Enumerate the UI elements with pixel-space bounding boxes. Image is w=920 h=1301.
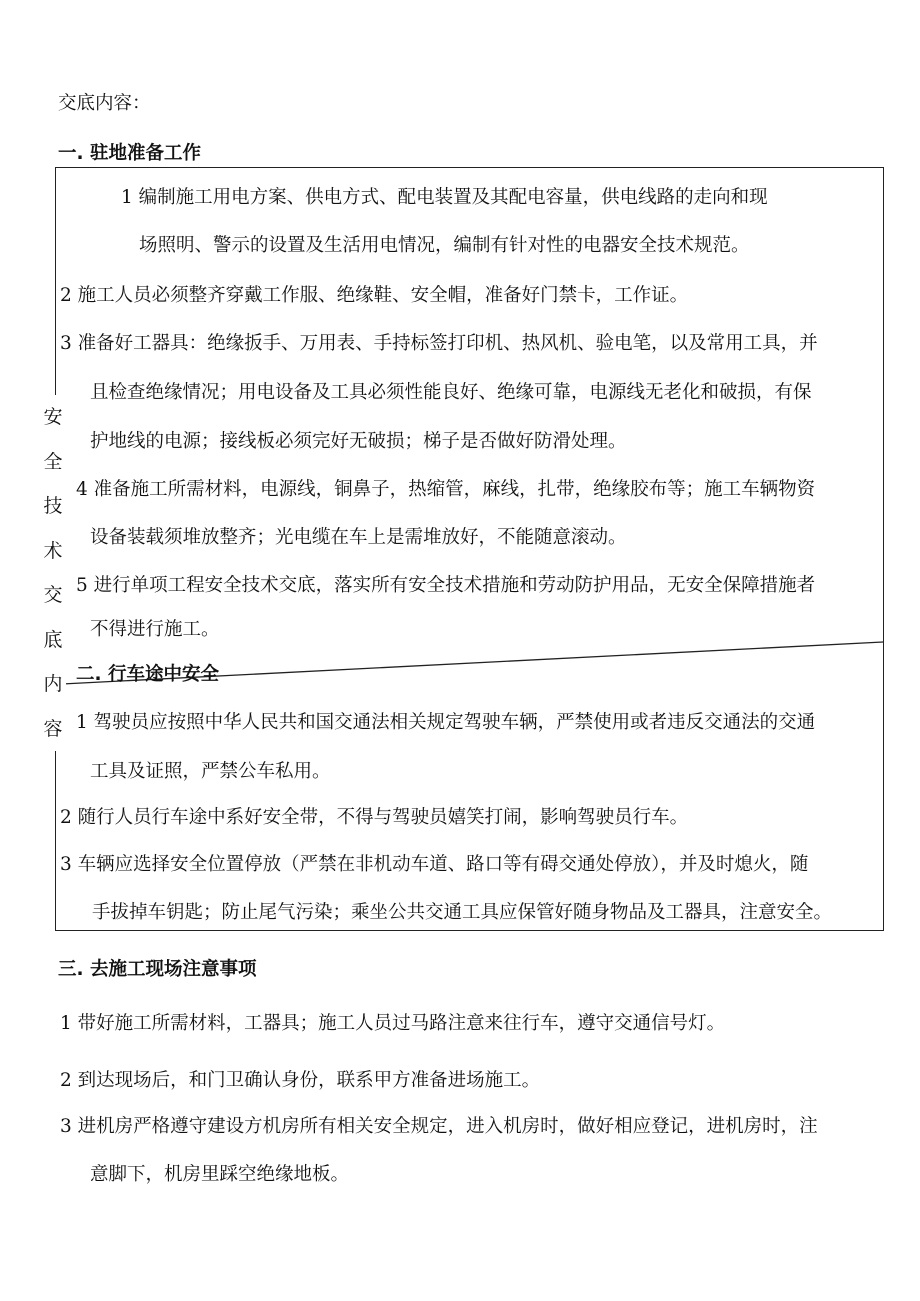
section1-title: 一. 驻地准备工作: [58, 143, 201, 164]
s2-line-4: 3 车辆应选择安全位置停放（严禁在非机动车道、路口等有碍交通处停放），并及时熄火，随: [60, 854, 809, 875]
s1-line-5: 且检查绝缘情况；用电设备及工具必须性能良好、绝缘可靠，电源线无老化和破损，有保: [90, 382, 812, 403]
side-label-char: 技: [40, 484, 66, 529]
section2-title: 二. 行车途中安全: [76, 664, 219, 685]
section3-title: 三. 去施工现场注意事项: [58, 959, 257, 980]
s1-line-4: 3 准备好工器具：绝缘扳手、万用表、手持标签打印机、热风机、验电笔，以及常用工具，并: [60, 333, 818, 354]
s1-line-8: 设备装载须堆放整齐；光电缆在车上是需堆放好，不能随意滚动。: [90, 527, 627, 548]
s3-line-4: 意脚下，机房里踩空绝缘地板。: [90, 1164, 350, 1185]
side-label-char: 内: [40, 662, 66, 707]
side-label-char: 容: [40, 707, 66, 752]
s2-line-3: 2 随行人员行车途中系好安全带，不得与驾驶员嬉笑打闹，影响驾驶员行车。: [60, 807, 689, 828]
intro-label: 交底内容：: [58, 93, 151, 114]
s1-line-9: 5 进行单项工程安全技术交底，落实所有安全技术措施和劳动防护用品，无安全保障措施者: [76, 575, 816, 596]
s2-line-2: 工具及证照，严禁公车私用。: [90, 761, 331, 782]
s1-line-1: 1 编制施工用电方案、供电方式、配电装置及其配电容量，供电线路的走向和现: [121, 187, 768, 208]
side-label-char: 术: [40, 529, 66, 574]
s1-line-2: 场照明、警示的设置及生活用电情况，编制有针对性的电器安全技术规范。: [139, 235, 750, 256]
side-label-char: 全: [40, 440, 66, 485]
s2-line-5: 手拔掉车钥匙；防止尾气污染；乘坐公共交通工具应保管好随身物品及工器具，注意安全。: [92, 902, 833, 923]
s3-line-1: 1 带好施工所需材料，工器具；施工人员过马路注意来往行车，遵守交通信号灯。: [60, 1013, 726, 1034]
side-label-char: 安: [40, 395, 66, 440]
side-label-char: 底: [40, 618, 66, 663]
s1-line-10: 不得进行施工。: [90, 619, 220, 640]
s2-line-1: 1 驾驶员应按照中华人民共和国交通法相关规定驾驶车辆，严禁使用或者违反交通法的交通: [76, 712, 816, 733]
s3-line-3: 3 进机房严格遵守建设方机房所有相关安全规定，进入机房时，做好相应登记，进机房时，注: [60, 1116, 818, 1137]
side-label: [40, 395, 66, 751]
s1-line-7: 4 准备施工所需材料，电源线，铜鼻子，热缩管，麻线，扎带，绝缘胶布等；施工车辆物资: [76, 479, 816, 500]
s1-line-6: 护地线的电源；接线板必须完好无破损；梯子是否做好防滑处理。: [90, 431, 627, 452]
s3-line-2: 2 到达现场后，和门卫确认身份，联系甲方准备进场施工。: [60, 1070, 541, 1091]
side-label-char: 交: [40, 573, 66, 618]
s1-line-3: 2 施工人员必须整齐穿戴工作服、绝缘鞋、安全帽，准备好门禁卡，工作证。: [60, 285, 689, 306]
